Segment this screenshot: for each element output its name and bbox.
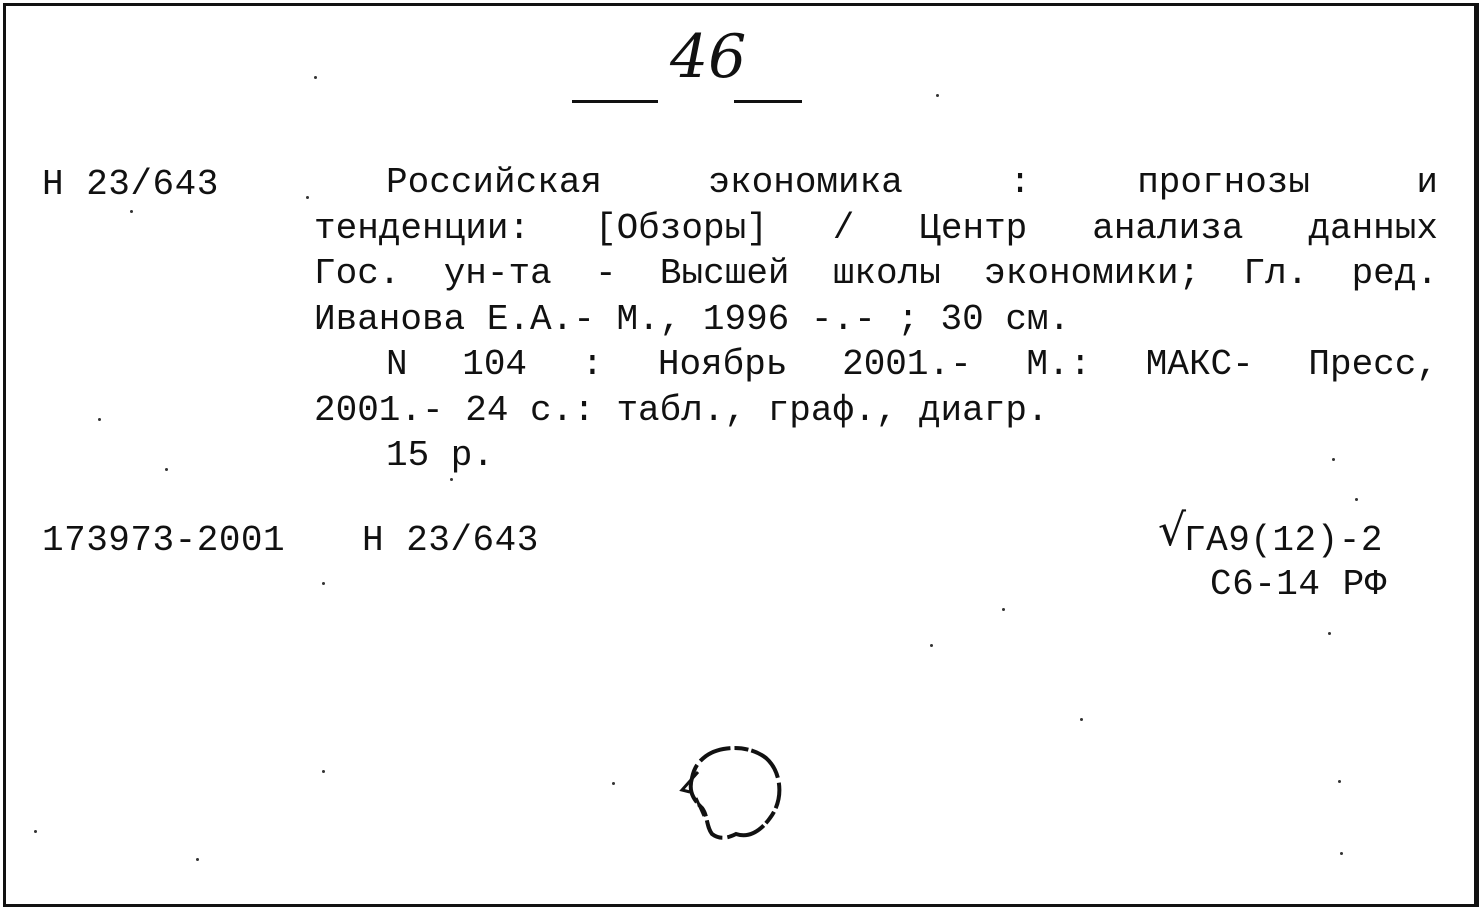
- speck: [1338, 780, 1341, 783]
- shelf-code: С6-14 РФ: [1210, 564, 1387, 605]
- description-line-5: N 104 : Ноябрь 2001.- М.: МАКС- Пресс,: [386, 344, 1438, 385]
- classification-code: ГА9(12)-2: [1184, 520, 1383, 561]
- call-number-left: Н 23/643: [42, 164, 219, 205]
- speck: [450, 478, 453, 481]
- speck: [196, 858, 199, 861]
- speck: [936, 94, 939, 97]
- speck: [314, 76, 317, 79]
- speck: [930, 644, 933, 647]
- speck: [322, 770, 325, 773]
- speck: [1328, 632, 1331, 635]
- speck: [34, 830, 37, 833]
- description-line-6: 2001.- 24 с.: табл., граф., диагр.: [314, 389, 1049, 431]
- speck: [98, 418, 101, 421]
- speck: [130, 210, 133, 213]
- speck: [612, 782, 615, 785]
- check-mark-icon: √: [1158, 505, 1187, 556]
- speck: [306, 196, 309, 199]
- description-line-1: Российская экономика : прогнозы и: [386, 162, 1438, 203]
- speck: [1080, 718, 1083, 721]
- description-line-4: Иванова Е.А.- М., 1996 -.- ; 30 см.: [314, 298, 1071, 340]
- stamp-outline-icon: [668, 742, 786, 846]
- speck: [322, 582, 325, 585]
- speck: [1332, 458, 1335, 461]
- call-number-bottom: Н 23/643: [362, 520, 539, 561]
- description-line-7: 15 р.: [386, 435, 495, 476]
- speck: [1340, 852, 1343, 855]
- description-line-2: тенденции: [Обзоры] / Центр анализа данных: [314, 207, 1438, 249]
- inventory-number: 173973-2001: [42, 520, 286, 561]
- right-underline: [734, 100, 802, 103]
- handwritten-number: 46: [670, 22, 747, 92]
- speck: [1002, 608, 1005, 611]
- bibliographic-description: [314, 160, 1438, 479]
- left-underline: [572, 100, 658, 103]
- speck: [165, 468, 168, 471]
- description-line-3: Гос. ун-та - Высшей школы экономики; Гл. ред.: [314, 253, 1438, 294]
- speck: [1355, 498, 1358, 501]
